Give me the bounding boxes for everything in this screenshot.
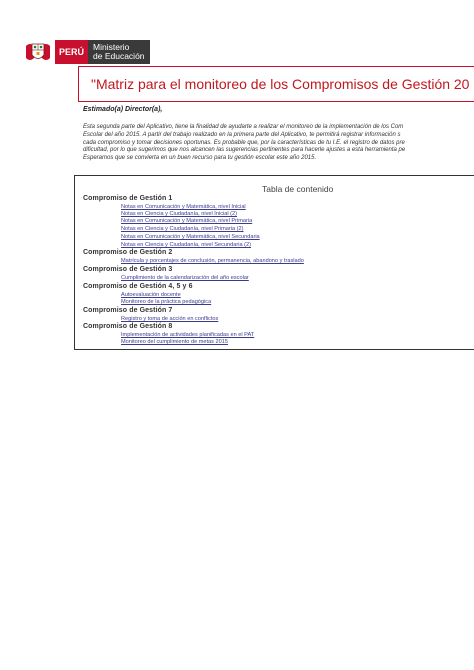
toc-link[interactable]: Autoevaluación docente [121, 292, 181, 298]
greeting: Estimado(a) Director(a), [83, 106, 163, 113]
toc-link[interactable]: Notas en Ciencia y Ciudadanía, nivel Primaria (2) [121, 226, 244, 232]
ministry-line-2: de Educación [93, 51, 145, 61]
toc-link[interactable]: Matrícula y porcentajes de conclusión, permanencia, abandono y traslado [121, 258, 304, 264]
toc-link[interactable]: Notas en Ciencia y Ciudadanía, nivel Secundaria (2) [121, 242, 251, 248]
toc-section-heading: Compromiso de Gestión 4, 5 y 6 [83, 283, 193, 290]
toc-link[interactable]: Notas en Comunicación y Matemática, nivel Secundaria [121, 234, 260, 240]
toc-link[interactable]: Registro y toma de acción en conflictos [121, 316, 219, 322]
intro-line: Esta segunda parte del Aplicativo, tiene la finalidad de ayudarte a realizar el monitoreo de la implementación de los Com [83, 124, 404, 130]
toc-link[interactable]: Notas en Comunicación y Matemática, nivel Primaria [121, 218, 253, 224]
title-box [78, 66, 474, 102]
toc-link[interactable]: Cumplimiento de la calendarización del año escolar [121, 275, 249, 281]
ministry-label [88, 40, 150, 64]
ministry-logo [24, 40, 150, 64]
peru-coat-of-arms-icon [24, 40, 52, 64]
page-title: "Matriz para el monitoreo de los Compromisos de Gestión 20 [91, 76, 470, 92]
toc-section-heading: Compromiso de Gestión 3 [83, 266, 173, 273]
intro-line: Escolar del año 2015. A partir del trabajo realizado en la primera parte del Aplicativo, te permitirá registrar información s [83, 131, 401, 138]
intro-line: Esperamos que se convierta en un buen recurso para tu gestión escolar este año 2015. [83, 155, 317, 162]
toc-link[interactable]: Monitoreo del cumplimiento de metas 2015 [121, 339, 228, 345]
toc-section-heading: Compromiso de Gestión 1 [83, 195, 173, 202]
toc-link[interactable]: Notas en Ciencia y Ciudadanía, nivel Inicial (2) [121, 211, 237, 217]
toc-section-heading: Compromiso de Gestión 2 [83, 249, 173, 256]
country-label: PERÚ [55, 40, 88, 64]
intro-paragraph [83, 124, 405, 163]
toc-link[interactable]: Implementación de actividades planificadas en el PAT [121, 332, 255, 338]
ministry-line-1: Ministerio [93, 42, 130, 52]
toc-section-heading: Compromiso de Gestión 8 [83, 323, 173, 330]
intro-line: dificultad, por lo que sugerimos que nos alcancen las sugerencias pertinentes para hacerle ajustes a esta herramienta pe [83, 147, 406, 154]
toc-title: Tabla de contenido [262, 184, 334, 194]
toc-link[interactable]: Notas en Comunicación y Matemática, nivel Inicial [121, 204, 246, 210]
intro-line: cada compromiso y tomar decisiones oportunas. Es probable que, por la características de tu I.E. el registro de datos pre [83, 139, 405, 146]
table-of-contents [74, 175, 474, 350]
toc-link[interactable]: Monitoreo de la práctica pedagógica [121, 299, 212, 305]
toc-section-heading: Compromiso de Gestión 7 [83, 307, 173, 314]
